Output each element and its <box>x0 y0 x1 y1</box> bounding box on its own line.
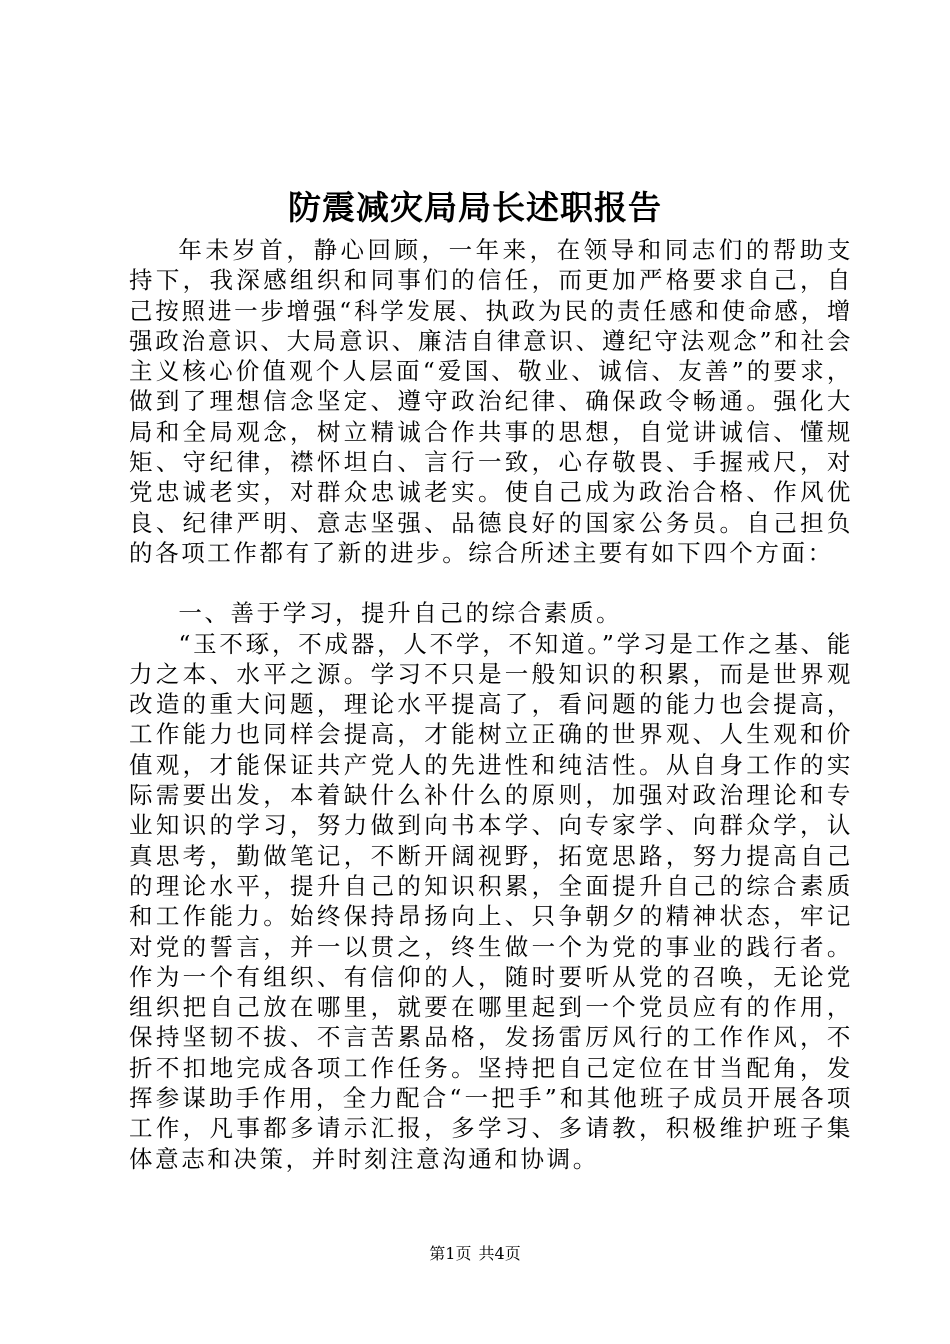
page-number: 第1页 <box>429 1244 472 1263</box>
section-paragraph: “玉不琢，不成器，人不学，不知道。”学习是工作之基、能力之本、水平之源。学习不只是一般知识的积累，而是世界观改造的重大问题，理论水平提高了，看问题的能力也会提高，工作能力也同样会提高，才能树立正确的世界观、人生观和价值观，才能保证共产党人的先进性和纯洁性。从自身工作的实际需要出发，本着缺什么补什么的原则，加强对政治理论和专业知识的学习，努力做到向书本学、向专家学、向群众学，认真思考，勤做笔记，不断开阔视野，拓宽思路，努力提高自己的理论水平，提升自己的知识积累，全面提升自己的综合素质和工作能力。始终保持昂扬向上、只争朝夕的精神状态，牢记对党的誓言，并一以贯之，终生做一个为党的事业的践行者。作为一个有组织、有信仰的人，随时要听从党的召唤，无论党组织把自己放在哪里，就要在哪里起到一个党员应有的作用，保持坚韧不拔、不言苦累品格，发扬雷厉风行的工作作风，不折不扣地完成各项工作任务。坚持把自己定位在甘当配角，发挥参谋助手作用，全力配合“一把手”和其他班子成员开展各项工作，凡事都多请示汇报，多学习、多请教，积极维护班子集体意志和决策，并时刻注意沟通和协调。 <box>129 629 853 1173</box>
section-heading: 一、善于学习，提升自己的综合素质。 <box>178 599 623 628</box>
intro-paragraph: 年未岁首，静心回顾，一年来，在领导和同志们的帮助支持下，我深感组织和同事们的信任，而更加严格要求自己，自己按照进一步增强“科学发展、执政为民的责任感和使命感，增强政治意识、大局意识、廉洁自律意识、遵纪守法观念”和社会主义核心价值观个人层面“爱国、敬业、诚信、友善”的要求，做到了理想信念坚定、遵守政治纪律、确保政令畅通。强化大局和全局观念，树立精诚合作共事的思想，自觉讲诚信、懂规矩、守纪律，襟怀坦白、言行一致，心存敬畏、手握戒尺，对党忠诚老实，对群众忠诚老实。使自己成为政治合格、作风优良、纪律严明、意志坚强、品德良好的国家公务员。自己担负的各项工作都有了新的进步。综合所述主要有如下四个方面： <box>129 236 853 567</box>
page-footer <box>0 1244 950 1264</box>
document-body <box>129 235 853 1174</box>
page-total: 共4页 <box>478 1244 521 1263</box>
document-title: 防震减灾局局长述职报告 <box>288 188 662 227</box>
